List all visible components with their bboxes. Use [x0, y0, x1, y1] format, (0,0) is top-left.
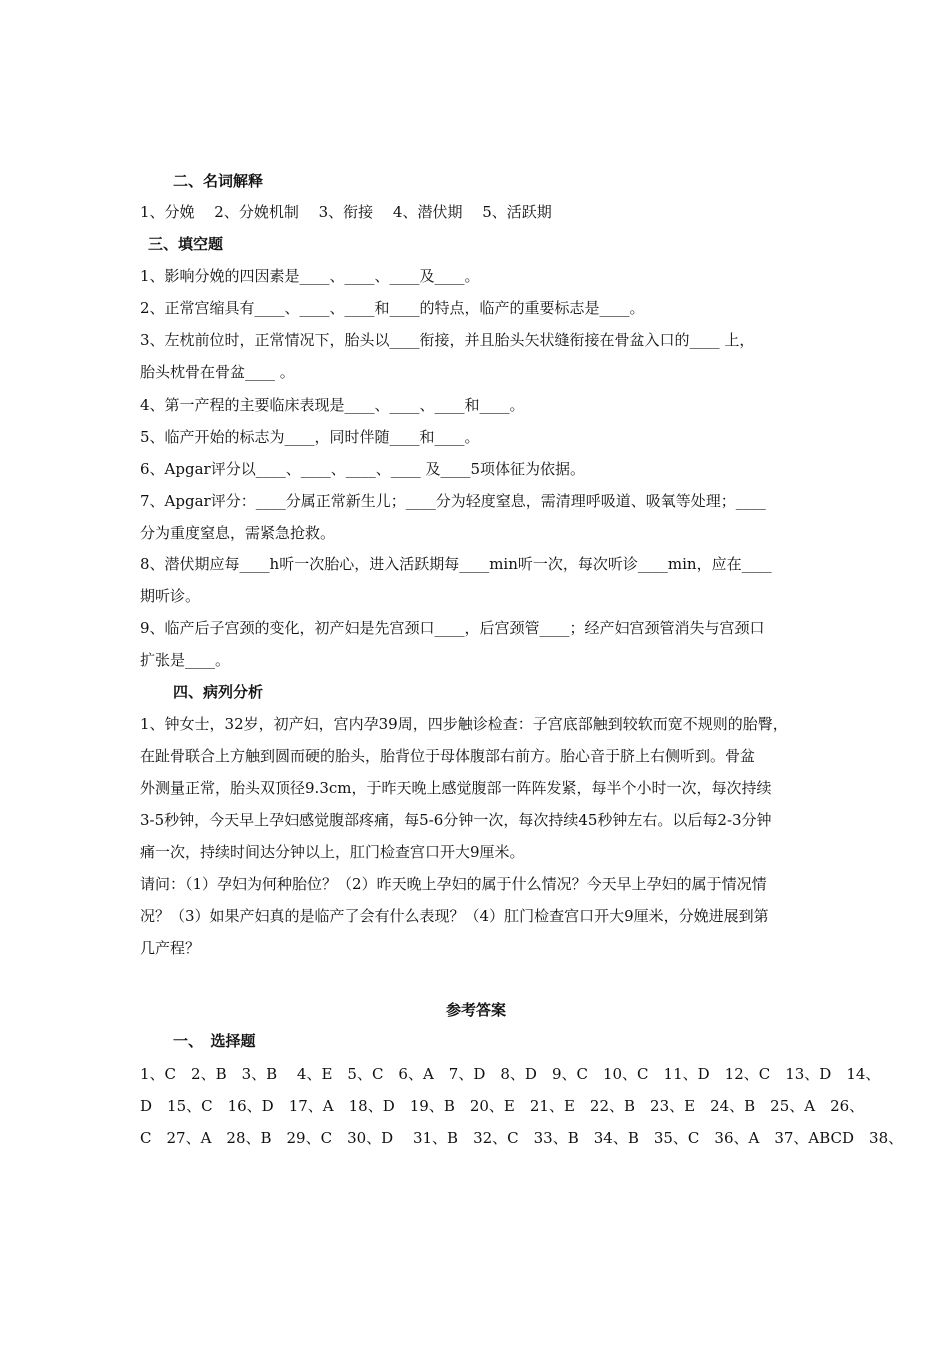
case-line: 几产程？ — [140, 939, 201, 957]
section-2-items: 1、分娩 2、分娩机制 3、衔接 4、潜伏期 5、活跃期 — [140, 203, 552, 221]
fill-line: 1、影响分娩的四因素是____、____、____及____。 — [140, 267, 480, 285]
fill-line: 3、左枕前位时，正常情况下，胎头以____衔接，并且胎头矢状缝衔接在骨盆入口的____ 上， — [140, 331, 755, 349]
fill-line: 胎头枕骨在骨盆____ 。 — [140, 363, 295, 381]
fill-line: 9、临产后子宫颈的变化，初产妇是先宫颈口____，后宫颈管____；经产妇宫颈管消失与宫颈口 — [140, 619, 765, 637]
answer-line: 1、C 2、B 3、B 4、E 5、C 6、A 7、D 8、D 9、C 10、C 11、D 12、C 13、D 14、 — [140, 1065, 881, 1083]
case-line: 在趾骨联合上方触到圆而硬的胎头，胎背位于母体腹部右前方。胎心音于脐上右侧听到。骨盆 — [140, 747, 756, 765]
answer-line: D 15、C 16、D 17、A 18、D 19、B 20、E 21、E 22、B 23、E 24、B 25、A 26、 — [140, 1097, 865, 1115]
section-3-title: 三、填空题 — [148, 235, 224, 253]
case-line: 况？（3）如果产妇真的是临产了会有什么表现？（4）肛门检查宫口开大9厘米，分娩进展到第 — [140, 907, 769, 925]
case-line: 请问：（1）孕妇为何种胎位？（2）昨天晚上孕妇的属于什么情况？今天早上孕妇的属于情况情 — [140, 875, 767, 893]
fill-line: 2、正常宫缩具有____、____、____和____的特点，临产的重要标志是____。 — [140, 299, 645, 317]
fill-line: 扩张是____。 — [140, 651, 231, 669]
fill-line: 期听诊。 — [140, 587, 201, 605]
fill-line: 分为重度窒息，需紧急抢救。 — [140, 524, 336, 542]
section-2-title: 二、名词解释 — [173, 172, 264, 190]
fill-line: 8、潜伏期应每____h听一次胎心，进入活跃期每____min听一次，每次听诊____min，应在____ — [140, 555, 772, 573]
section-4-title: 四、病列分析 — [173, 683, 264, 701]
case-line: 外测量正常，胎头双顶径9.3cm，于昨天晚上感觉腹部一阵阵发紧，每半个小时一次，每次持续 — [140, 779, 772, 797]
answer-line: C 27、A 28、B 29、C 30、D 31、B 32、C 33、B 34、B 35、C 36、A 37、ABCD 38、 — [140, 1129, 904, 1147]
case-line: 3-5秒钟，今天早上孕妇感觉腹部疼痛，每5-6分钟一次，每次持续45秒钟左右。以后每2-3分钟 — [140, 811, 772, 829]
fill-line: 5、临产开始的标志为____，同时伴随____和____。 — [140, 428, 480, 446]
case-line: 痛一次，持续时间达分钟以上，肛门检查宫口开大9厘米。 — [140, 843, 525, 861]
fill-line: 4、第一产程的主要临床表现是____、____、____和____。 — [140, 396, 525, 414]
answers-subtitle: 一、 选择题 — [173, 1032, 256, 1050]
fill-line: 6、Apgar评分以____、____、____、____ 及____5项体征为依据。 — [140, 460, 586, 478]
case-line: 1、钟女士，32岁，初产妇，宫内孕39周，四步触诊检查：子宫底部触到较软而宽不规则的胎臀， — [140, 715, 788, 733]
answers-title: 参考答案 — [445, 1001, 506, 1019]
fill-line: 7、Apgar评分：____分属正常新生儿；____分为轻度窒息，需清理呼吸道、吸氧等处理；____ — [140, 492, 766, 510]
